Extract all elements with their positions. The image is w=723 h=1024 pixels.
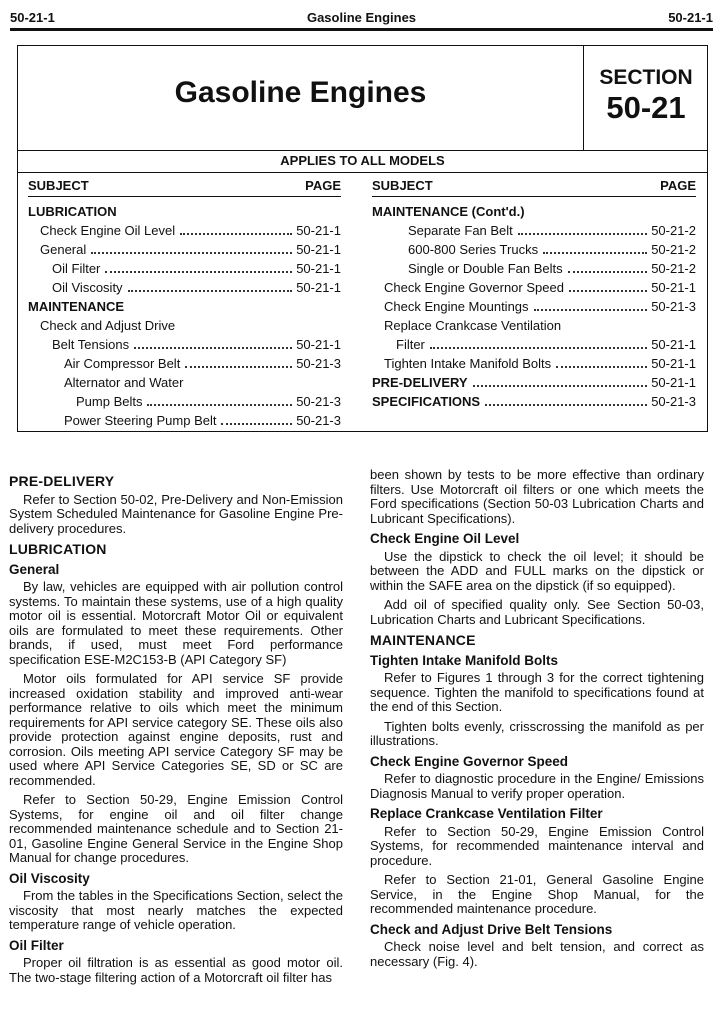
header-title: Gasoline Engines (306, 10, 417, 25)
toc-entry-title: SPECIFICATIONS (372, 394, 481, 409)
toc-entry-page: 50-21-2 (651, 242, 696, 257)
body-paragraph: Add oil of specified quality only. See Section 50-03, Lubrication Charts and Lubricant Specifications. (370, 597, 704, 627)
toc-entry (28, 297, 341, 316)
toc-leader-dots (105, 271, 292, 273)
header-page-left: 50-21-1 (10, 10, 55, 25)
toc-leader-dots (568, 271, 648, 273)
toc-entry (28, 240, 341, 259)
body-paragraph: Refer to Figures 1 through 3 for the correct tightening sequence. Tighten the manifold to specifications found at the end of this Section. (370, 670, 704, 714)
toc-entry-title: LUBRICATION (28, 204, 117, 219)
subsection-heading: Check Engine Governor Speed (370, 753, 569, 769)
toc-entry (372, 354, 696, 373)
toc-entry-page: 50-21-3 (296, 394, 341, 409)
toc-leader-dots (534, 309, 648, 311)
toc-entry-page: 50-21-1 (651, 280, 696, 295)
subsection-heading: Replace Crankcase Ventilation Filter (370, 806, 603, 821)
toc-entry (372, 221, 696, 240)
toc-entry-title: Pump Belts (76, 394, 143, 409)
toc-subject-label: SUBJECT (372, 178, 433, 193)
toc-entry (372, 202, 696, 221)
toc-entry (372, 392, 696, 411)
toc-entry-title: Separate Fan Belt (408, 223, 513, 238)
toc-entry-title: Belt Tensions (52, 337, 130, 352)
body-paragraph: Tighten bolts evenly, crisscrossing the manifold as per illustrations. (370, 718, 704, 748)
toc-entry (28, 259, 341, 278)
toc-entry-title: Check Engine Governor Speed (384, 280, 564, 295)
toc-entry-page: 50-21-1 (296, 223, 341, 238)
toc-entry-title: 600-800 Series Trucks (408, 242, 539, 257)
toc-entry-title: Oil Filter (52, 261, 101, 276)
toc-entry (28, 411, 341, 430)
body-paragraph: been shown by tests to be more effective than ordinary filters. Use Motorcraft oil filters or one which meets the Ford specifications (Section 50-03 Lubrication Charts and Lubricant Specifications). (370, 467, 704, 526)
toc-entry (372, 316, 696, 335)
toc-leader-dots (91, 252, 292, 254)
toc-entry-page: 50-21-1 (651, 337, 696, 352)
body-paragraph: Motor oils formulated for API service SF provide increased oxidation stability and improved anti-wear performance relative to oils which meet the minimum requirements for API service category SE. These oils also provide protection against engine deposits, rust and corrosion. Oils meeting API service Category SF may be used where API Service Categories SE, SD or SC are recommended. (9, 671, 343, 788)
toc-leader-dots (221, 423, 292, 425)
toc-entry-page: 50-21-3 (651, 394, 696, 409)
toc-header (372, 176, 696, 197)
toc-leader-dots (473, 385, 648, 387)
toc-leader-dots (180, 233, 292, 235)
body-paragraph: Proper oil filtration is as essential as good motor oil. The two-stage filtering action of a Motorcraft oil filter has (9, 955, 343, 985)
toc-leader-dots (518, 233, 647, 235)
toc-entry-title: Replace Crankcase Ventilation (384, 318, 562, 333)
body-paragraph: Refer to Section 50-29, Engine Emission Control Systems, for engine oil and oil filter change recommended maintenance schedule and to Section 21-01, Gasoline Engine General Service in the Engine Shop Manual for change procedures. (9, 792, 343, 865)
toc-leader-dots (556, 366, 647, 368)
toc-entry-page: 50-21-1 (296, 280, 341, 295)
body-paragraph: Refer to Section 50-02, Pre-Delivery and Non-Emission System Scheduled Maintenance for Gasoline Engine Pre-delivery procedures. (9, 491, 343, 536)
toc-entry-title: Power Steering Pump Belt (64, 413, 217, 428)
toc-entry (372, 259, 696, 278)
toc-entry-page: 50-21-1 (296, 261, 341, 276)
subsection-heading: Check Engine Oil Level (370, 531, 520, 546)
toc-entry-title: Alternator and Water (64, 375, 184, 390)
toc-leader-dots (430, 347, 647, 349)
toc-entry-page: 50-21-1 (296, 337, 341, 352)
body-paragraph: Refer to Section 50-29, Engine Emission Control Systems, for recommended maintenance interval and procedure. (370, 823, 704, 868)
toc-entry-title: Tighten Intake Manifold Bolts (384, 356, 552, 371)
toc-leader-dots (128, 290, 293, 292)
toc-entry-page: 50-21-1 (651, 375, 696, 390)
subsection-heading: Check and Adjust Drive Belt Tensions (370, 921, 613, 937)
subsection-heading: Tighten Intake Manifold Bolts (370, 652, 559, 668)
toc-entry (372, 278, 696, 297)
toc-entry-title: Check Engine Oil Level (40, 223, 176, 238)
toc-entry-title: Single or Double Fan Belts (408, 261, 563, 276)
body-paragraph: Use the dipstick to check the oil level; it should be between the ADD and FULL marks on the dipstick or within the SAFE area on the dipstick (if so equipped). (370, 548, 704, 593)
toc-entry (28, 278, 341, 297)
title-row (18, 46, 707, 151)
applies-banner: APPLIES TO ALL MODELS (18, 150, 707, 173)
toc-entry-page: 50-21-3 (296, 413, 341, 428)
subsection-heading: Oil Filter (9, 937, 64, 953)
body-paragraph: From the tables in the Specifications Section, select the viscosity that most nearly matches the expected temperature range of vehicle operation. (9, 888, 343, 932)
toc-page-label: PAGE (305, 178, 341, 193)
toc-entry-title: Filter (396, 337, 425, 352)
subsection-heading: General (9, 561, 60, 577)
toc-entry (28, 335, 341, 354)
section-heading: LUBRICATION (9, 541, 107, 557)
toc-entry-title: MAINTENANCE (Cont'd.) (372, 204, 525, 219)
toc-header (28, 176, 341, 197)
section-heading: MAINTENANCE (370, 632, 476, 648)
toc-entry-page: 50-21-3 (296, 356, 341, 371)
toc-entry-page: 50-21-2 (651, 223, 696, 238)
toc-entry (372, 335, 696, 354)
section-contents-box (17, 45, 708, 432)
page-title: Gasoline Engines (174, 76, 427, 109)
toc-leader-dots (569, 290, 647, 292)
toc-left-column (28, 176, 341, 430)
toc-entry-title: MAINTENANCE (28, 299, 125, 314)
toc-leader-dots (543, 252, 647, 254)
toc-entry-title: General (40, 242, 87, 257)
body-paragraph: Check noise level and belt tension, and correct as necessary (Fig. 4). (370, 939, 704, 969)
toc-entry-page: 50-21-2 (651, 261, 696, 276)
body-paragraph: By law, vehicles are equipped with air pollution control systems. To maintain these systems, use of a high quality motor oil is essential. Motorcraft Motor Oil or equivalent oils are formulated to meet these requirements. Other brands, if used, must meet Ford performance specification ESE-M2C153-B (API Category SF) (9, 579, 343, 667)
toc-entry-page: 50-21-3 (651, 299, 696, 314)
header-page-right: 50-21-1 (668, 10, 713, 25)
toc-page-label: PAGE (660, 178, 696, 193)
toc-entry (372, 240, 696, 259)
toc-entry (28, 392, 341, 411)
toc-subject-label: SUBJECT (28, 178, 89, 193)
section-heading: PRE-DELIVERY (9, 473, 115, 489)
toc-entry (28, 202, 341, 221)
toc-entry (28, 354, 341, 373)
toc-leader-dots (185, 366, 292, 368)
toc-entry (372, 297, 696, 316)
body-paragraph: Refer to diagnostic procedure in the Engine/ Emissions Diagnosis Manual to verify proper operation. (370, 771, 704, 801)
section-number-box (583, 46, 708, 150)
toc-entry-title: PRE-DELIVERY (372, 375, 468, 390)
toc-entry (28, 221, 341, 240)
toc-entry (28, 373, 341, 392)
toc-entry-title: Air Compressor Belt (64, 356, 181, 371)
toc-leader-dots (147, 404, 292, 406)
body-left-column (9, 468, 343, 990)
toc-entry-title: Check and Adjust Drive (40, 318, 176, 333)
subsection-heading: Oil Viscosity (9, 870, 90, 886)
toc-left-entries (28, 202, 341, 430)
toc-right-column (372, 176, 696, 411)
running-header (10, 8, 713, 31)
toc-leader-dots (485, 404, 647, 406)
toc-entry-page: 50-21-1 (651, 356, 696, 371)
section-label: SECTION (599, 66, 693, 89)
toc-entry-title: Oil Viscosity (52, 280, 123, 295)
toc-entry (372, 373, 696, 392)
body-paragraph: Refer to Section 21-01, General Gasoline Engine Service, in the Engine Shop Manual, for the recommended maintenance procedure. (370, 872, 704, 916)
section-number: 50-21 (606, 90, 686, 125)
toc-entry-title: Check Engine Mountings (384, 299, 529, 314)
body-right-column (370, 468, 704, 974)
toc-entry-page: 50-21-1 (296, 242, 341, 257)
toc-entry (28, 316, 341, 335)
toc-leader-dots (134, 347, 292, 349)
toc-right-entries (372, 202, 696, 411)
